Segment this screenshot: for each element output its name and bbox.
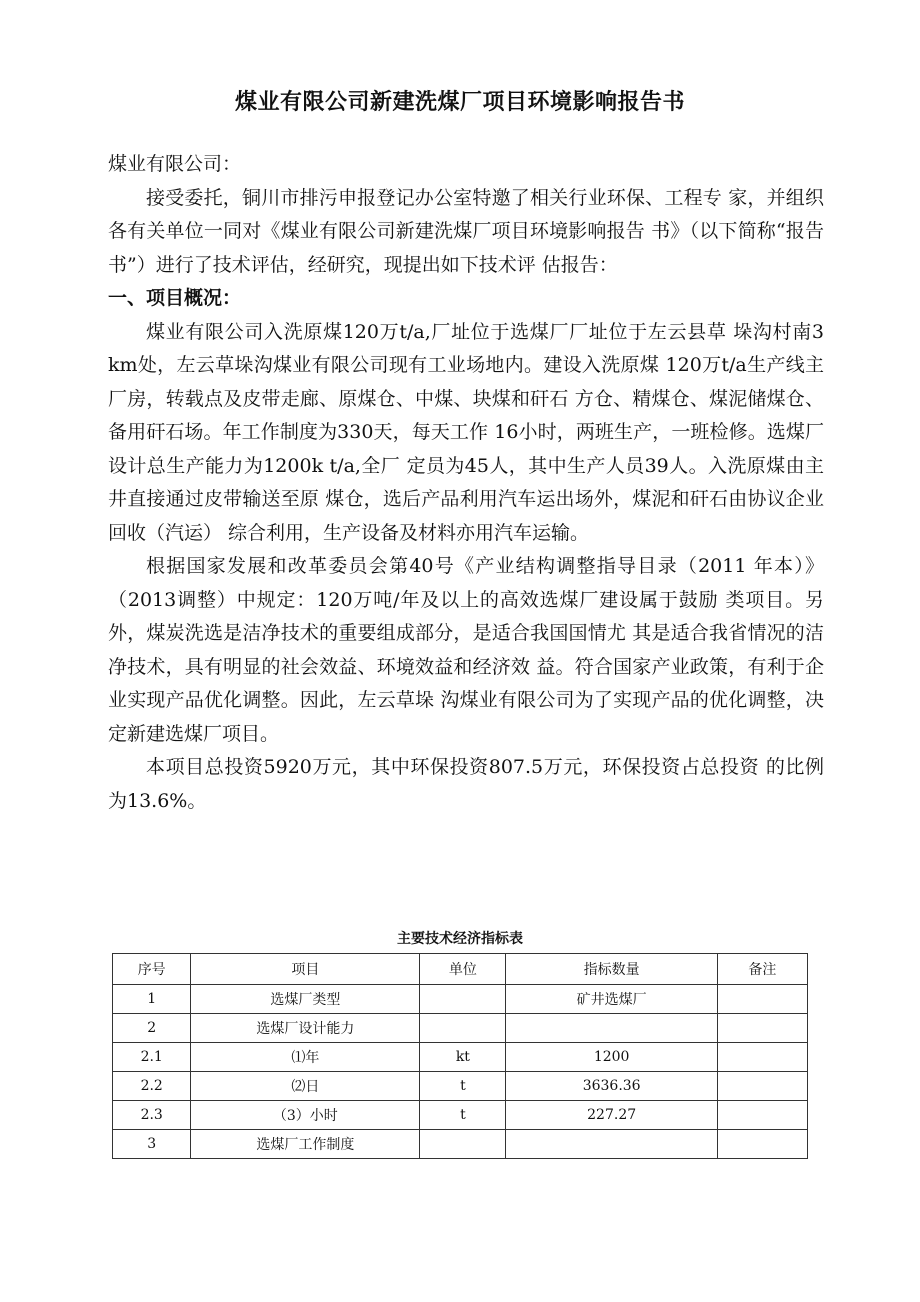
section-heading-overview: 一、项目概况： (108, 287, 242, 309)
cell-value: 矿井选煤厂 (506, 985, 717, 1014)
overview-paragraph-3: 本项目总投资5920万元，其中环保投资807.5万元，环保投资占总投资 的比例为13.6%。 (108, 756, 824, 812)
cell-unit (420, 1014, 506, 1043)
overview-paragraph-2: 根据国家发展和改革委员会第40号《产业结构调整指导目录（2011 年本）》（2013调整）中规定：120万吨/年及以上的高效选煤厂建设属于鼓励 类项目。另外，煤炭洗选是洁净技术的重要组成部分，是适合我国国情尤 其是适合我省情况的洁净技术，具有明显的社会效益、环境效益和经济效 益。符合国家产业政策，有利于企业实现产品优化调整。因此，左云草垛 沟煤业有限公司为了实现产品的优化调整，决定新建选煤厂项目。 (108, 555, 824, 745)
cell-note (717, 1130, 807, 1159)
cell-item: 选煤厂工作制度 (191, 1130, 420, 1159)
cell-unit: kt (420, 1043, 506, 1072)
addressee: 煤业有限公司： (108, 153, 242, 175)
table-row (113, 1072, 808, 1101)
technical-indicators-table (112, 953, 808, 1159)
header-cell-value: 指标数量 (506, 954, 717, 985)
cell-note (717, 1072, 807, 1101)
cell-no: 2.2 (113, 1072, 191, 1101)
cell-value: 227.27 (506, 1101, 717, 1130)
document-body (108, 148, 824, 818)
cell-item: 选煤厂类型 (191, 985, 420, 1014)
cell-note (717, 985, 807, 1014)
table-row (113, 1130, 808, 1159)
cell-unit: t (420, 1072, 506, 1101)
cell-no: 2 (113, 1014, 191, 1043)
cell-value (506, 1014, 717, 1043)
cell-value (506, 1130, 717, 1159)
header-cell-item: 项目 (191, 954, 420, 985)
header-cell-unit: 单位 (420, 954, 506, 985)
table-row (113, 1101, 808, 1130)
cell-value: 1200 (506, 1043, 717, 1072)
cell-no: 3 (113, 1130, 191, 1159)
cell-unit: t (420, 1101, 506, 1130)
cell-item: ⑵日 (191, 1072, 420, 1101)
cell-item: （3）小时 (191, 1101, 420, 1130)
table-row (113, 1014, 808, 1043)
cell-note (717, 1101, 807, 1130)
cell-note (717, 1014, 807, 1043)
cell-item: ⑴年 (191, 1043, 420, 1072)
header-cell-no: 序号 (113, 954, 191, 985)
table-row (113, 985, 808, 1014)
table-caption: 主要技术经济指标表 (397, 931, 523, 947)
cell-note (717, 1043, 807, 1072)
cell-value: 3636.36 (506, 1072, 717, 1101)
overview-paragraph-1: 煤业有限公司入洗原煤120万t/a,厂址位于选煤厂厂址位于左云县草 垛沟村南3 km处，左云草垛沟煤业有限公司现有工业场地内。建设入洗原煤 120万t/a生产线主厂房，转载点及皮带走廊、原煤仓、中煤、块煤和矸石 方仓、精煤仓、煤泥储煤仓、备用矸石场。年工作制度为330天，每天工作 16小时，两班生产，一班检修。选煤厂设计总生产能力为1200k t/a,全厂 定员为45人，其中生产人员39人。入洗原煤由主井直接通过皮带输送至原 煤仓，选后产品利用汽车运出场外，煤泥和矸石由协议企业回收（汽运） 综合利用，生产设备及材料亦用汽车运输。 (108, 320, 824, 544)
document-title: 煤业有限公司新建洗煤厂项目环境影响报告书 (234, 90, 685, 115)
cell-unit (420, 1130, 506, 1159)
cell-no: 2.3 (113, 1101, 191, 1130)
table-row (113, 1043, 808, 1072)
cell-no: 1 (113, 985, 191, 1014)
table-header-row (113, 954, 808, 985)
cell-item: 选煤厂设计能力 (191, 1014, 420, 1043)
cell-unit (420, 985, 506, 1014)
intro-paragraph: 接受委托，铜川市排污申报登记办公室特邀了相关行业环保、工程专 家，并组织各有关单位一同对《煤业有限公司新建洗煤厂项目环境影响报告 书》（以下简称“报告书”）进行了技术评估，经研究，现提出如下技术评 估报告： (108, 186, 824, 276)
header-cell-note: 备注 (717, 954, 807, 985)
cell-no: 2.1 (113, 1043, 191, 1072)
